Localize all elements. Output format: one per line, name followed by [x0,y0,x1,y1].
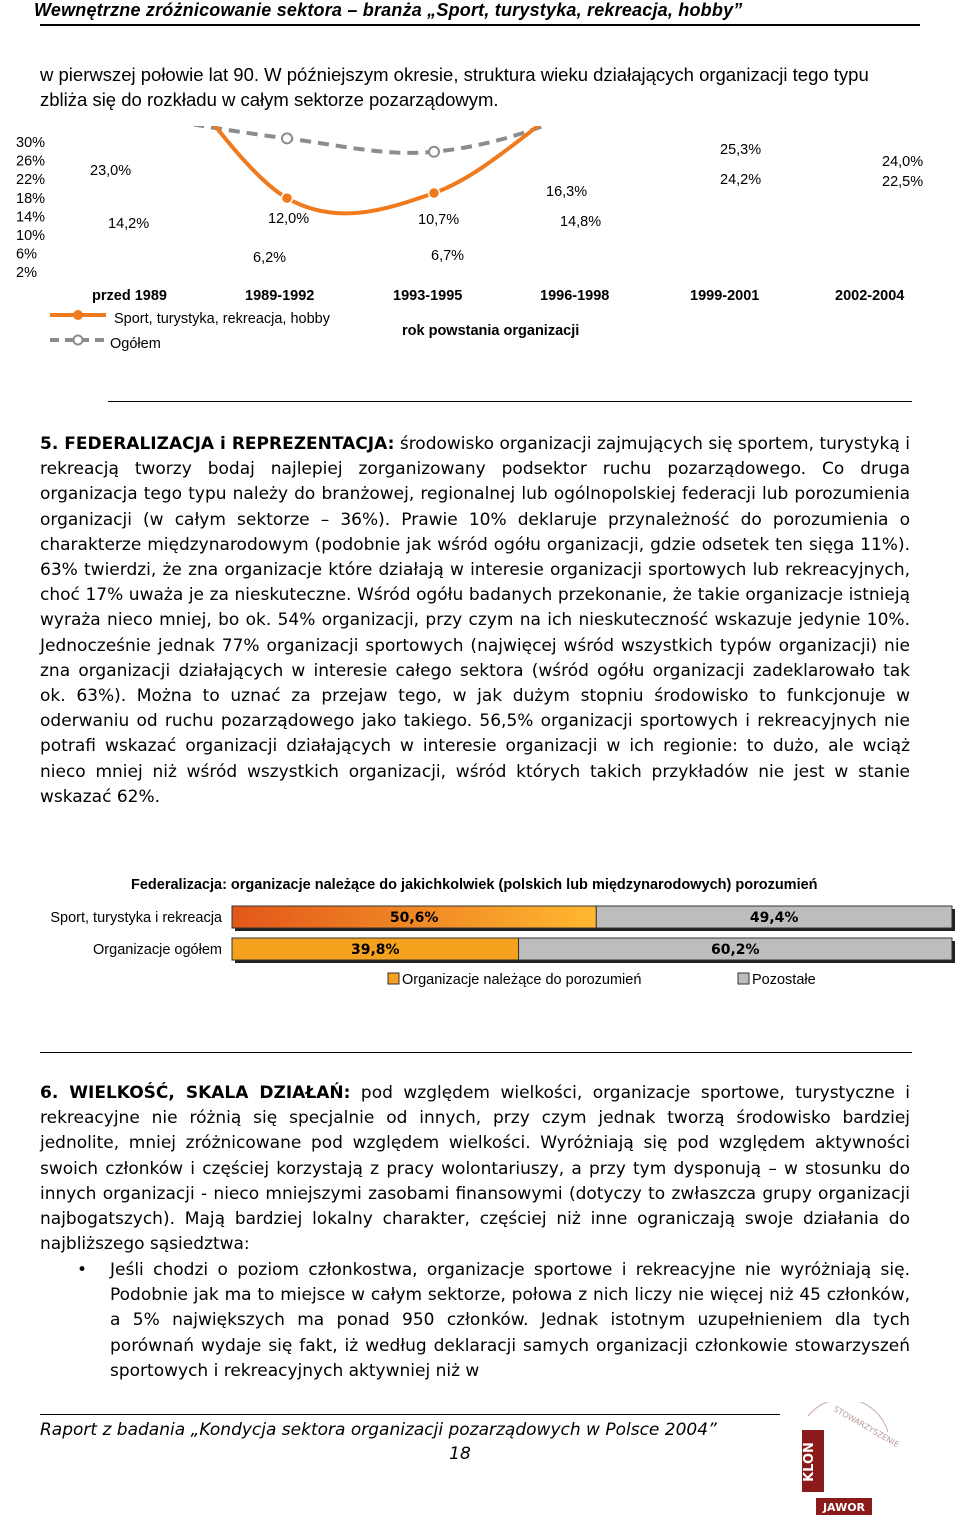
footer-text: Raport z badania „Kondycja sektora organizacji pozarządowych w Polsce 2004” [40,1420,717,1440]
data-label-ogolem: 14,2% [108,216,150,232]
footer-rule [40,1414,780,1415]
section-6-heading: 6. WIELKOŚĆ, SKALA DZIAŁAŃ: [40,1083,351,1103]
bar-data-label: 50,6% [389,910,439,926]
section-6-paragraph [40,1081,910,1257]
logo-jawor-text: JAWOR [822,1501,866,1514]
data-label-ogolem: 24,2% [720,172,762,188]
bullet-symbol: • [77,1260,88,1280]
data-label-sport: 25,3% [720,142,762,158]
legend-swatch-other [738,973,749,984]
bar-chart-title: Federalizacja: organizacje należące do jakichkolwiek (polskich lub międzynarodowych) porozumień [131,877,818,893]
x-category-label: 2002-2004 [835,288,905,304]
y-tick-label: 30% [16,135,46,151]
page-number: 18 [449,1444,471,1464]
bar-data-label: 39,8% [350,942,400,958]
bullet-text: Jeśli chodzi o poziom członkostwa, organizacje sportowe i rekreacyjne nie wyróżniają się. Podobnie jak ma to miejsce w całym sektorze, połowa z nich liczy nie więcej niż 45 członków, a 5% największych ma ponad 950 członków. Jednak istotnym uzupełnieniem dla tych porównań wydaje się fakt, iż według deklaracji samych organizacji członkowie stowarzyszeń sportowych i rekreacyjnych aktywniej niż w [110,1260,910,1381]
logo-ring-text: STOWARZYSZENIE [831,1404,901,1450]
data-label-sport: 16,3% [546,184,588,200]
data-label-sport: 6,2% [253,250,287,266]
series-line-sport [140,126,878,213]
x-category-label: przed 1989 [92,288,167,304]
bullet-item [40,1258,910,1384]
y-tick-label: 10% [16,228,46,244]
data-label-ogolem: 12,0% [268,211,310,227]
section-5-paragraph [40,432,910,810]
bar-category-label: Sport, turystyka i rekreacja [50,910,222,926]
bar-category-label: Organizacje ogółem [93,942,222,958]
legend-swatch-member [388,973,399,984]
chart-separator-rule-2 [40,1052,912,1053]
bullet-list [40,1258,910,1384]
y-tick-label: 2% [16,265,37,282]
data-label-sport: 24,0% [882,154,924,170]
data-label-ogolem: 10,7% [418,212,460,228]
legend-label-member: Organizacje należące do porozumień [402,972,642,988]
data-label-sport: 6,7% [431,248,465,264]
header-rule [40,24,920,26]
legend-marker-ogolem [74,336,83,345]
data-label-ogolem: 22,5% [882,174,924,190]
section-6-text: pod względem wielkości, organizacje sportowe, turystyczne i rekreacyjne nie różnią się specjalnie od innych, przy czym jednak tworzą środowisko bardziej jednolite, mniej zróżnicowane pod względem wielkości. Wyróżniają się pod względem aktywności swoich członków i częściej korzystają z pracy wolontariuszy, a przy tym dysponują – w stosunku do innych organizacji - nieco mniejszymi zasobami finansowymi (dotyczy to zwłaszcza grupy organizacji najbogatszych). Mają bardziej lokalny charakter, częściej niż inne ograniczają swoje działania do najbliższego sąsiedztwa: [40,1083,910,1255]
bar-data-label: 60,2% [710,942,760,958]
y-tick-label: 26% [16,153,46,170]
y-tick-label: 6% [16,246,37,263]
data-point-sport [282,193,293,204]
legend-label-ogolem: Ogółem [110,336,161,352]
data-point-sport [429,187,440,198]
section-5-heading: 5. FEDERALIZACJA i REPREZENTACJA: [40,434,395,454]
logo-klon-text: KLON [802,1442,817,1482]
x-category-label: 1999-2001 [690,288,760,304]
legend-marker-sport [73,310,83,320]
y-tick-label: 18% [16,190,46,207]
x-category-label: 1993-1995 [393,288,463,304]
federalization-bar-chart [0,868,960,998]
section-5-text: środowisko organizacji zajmujących się sportem, turystyką i rekreacją tworzy bodaj najlepiej zorganizowany podsektor ruchu pozarządowego. Co druga organizacja tego typu należy do branżowej, regionalnej lub ogólnopolskiej federacji lub porozumienia organizacji (w całym sektorze – 36%). Prawie 10% deklaruje przynależność do porozumienia o charakterze międzynarodowym (podobnie jak wśród ogółu organizacji, gdzie odsetek ten sięga 11%). 63% twierdzi, że zna organizacje które działają w interesie organizacji sportowych lub rekreacyjnych, choć 17% uważa je za nieskuteczne. Wśród ogółu badanych przekonanie, że takie organizacje istnieją wyraża nieco mniej, bo ok. 54% organizacji, przy czym na ich nieskuteczność wskazuje jedynie 10%. Jednocześnie jednak 77% organizacji sportowych (najwięcej wśród wszystkich typów organizacji) nie zna organizacji działających w interesie całego sektora (wśród ogółu organizacji zadeklarowało tak ok. 63%). Można to uznać za przejaw tego, w jak dużym stopniu środowisko to funkcjonuje w oderwaniu od ruchu pozarządowego jako takiego. 56,5% organizacji sportowych i rekreacyjnych nie potrafi wskazać organizacji działających w interesie organizacji w ich regionie: to dużo, ale wciąż nieco mniej niż wśród wszystkich organizacji, wśród których takich przykładów nie jest w stanie wskazać 62%. [40,434,910,807]
y-tick-label: 14% [16,209,46,226]
data-point-ogolem [429,147,439,157]
bar-data-label: 49,4% [749,910,799,926]
legend-label-other: Pozostałe [752,972,816,988]
x-category-label: 1996-1998 [540,288,610,304]
x-axis-title: rok powstania organizacji [402,323,580,339]
klon-jawor-logo [786,1402,906,1520]
running-header: Wewnętrzne zróżnicowanie sektora – branża „Sport, turystyka, rekreacja, hobby” [34,0,743,20]
intro-paragraph: w pierwszej połowie lat 90. W późniejszym okresie, struktura wieku działających organizacji tego typu zbliża się do rozkładu w całym sektorze pozarządowym. [40,64,869,110]
data-label-sport: 23,0% [90,163,132,179]
age-line-chart [0,126,960,356]
x-category-label: 1989-1992 [245,288,315,304]
data-point-ogolem [282,133,292,143]
legend-label-sport: Sport, turystyka, rekreacja, hobby [114,311,330,327]
y-tick-label: 22% [16,172,46,189]
data-label-ogolem: 14,8% [560,214,602,230]
chart-separator-rule-1 [108,401,912,402]
